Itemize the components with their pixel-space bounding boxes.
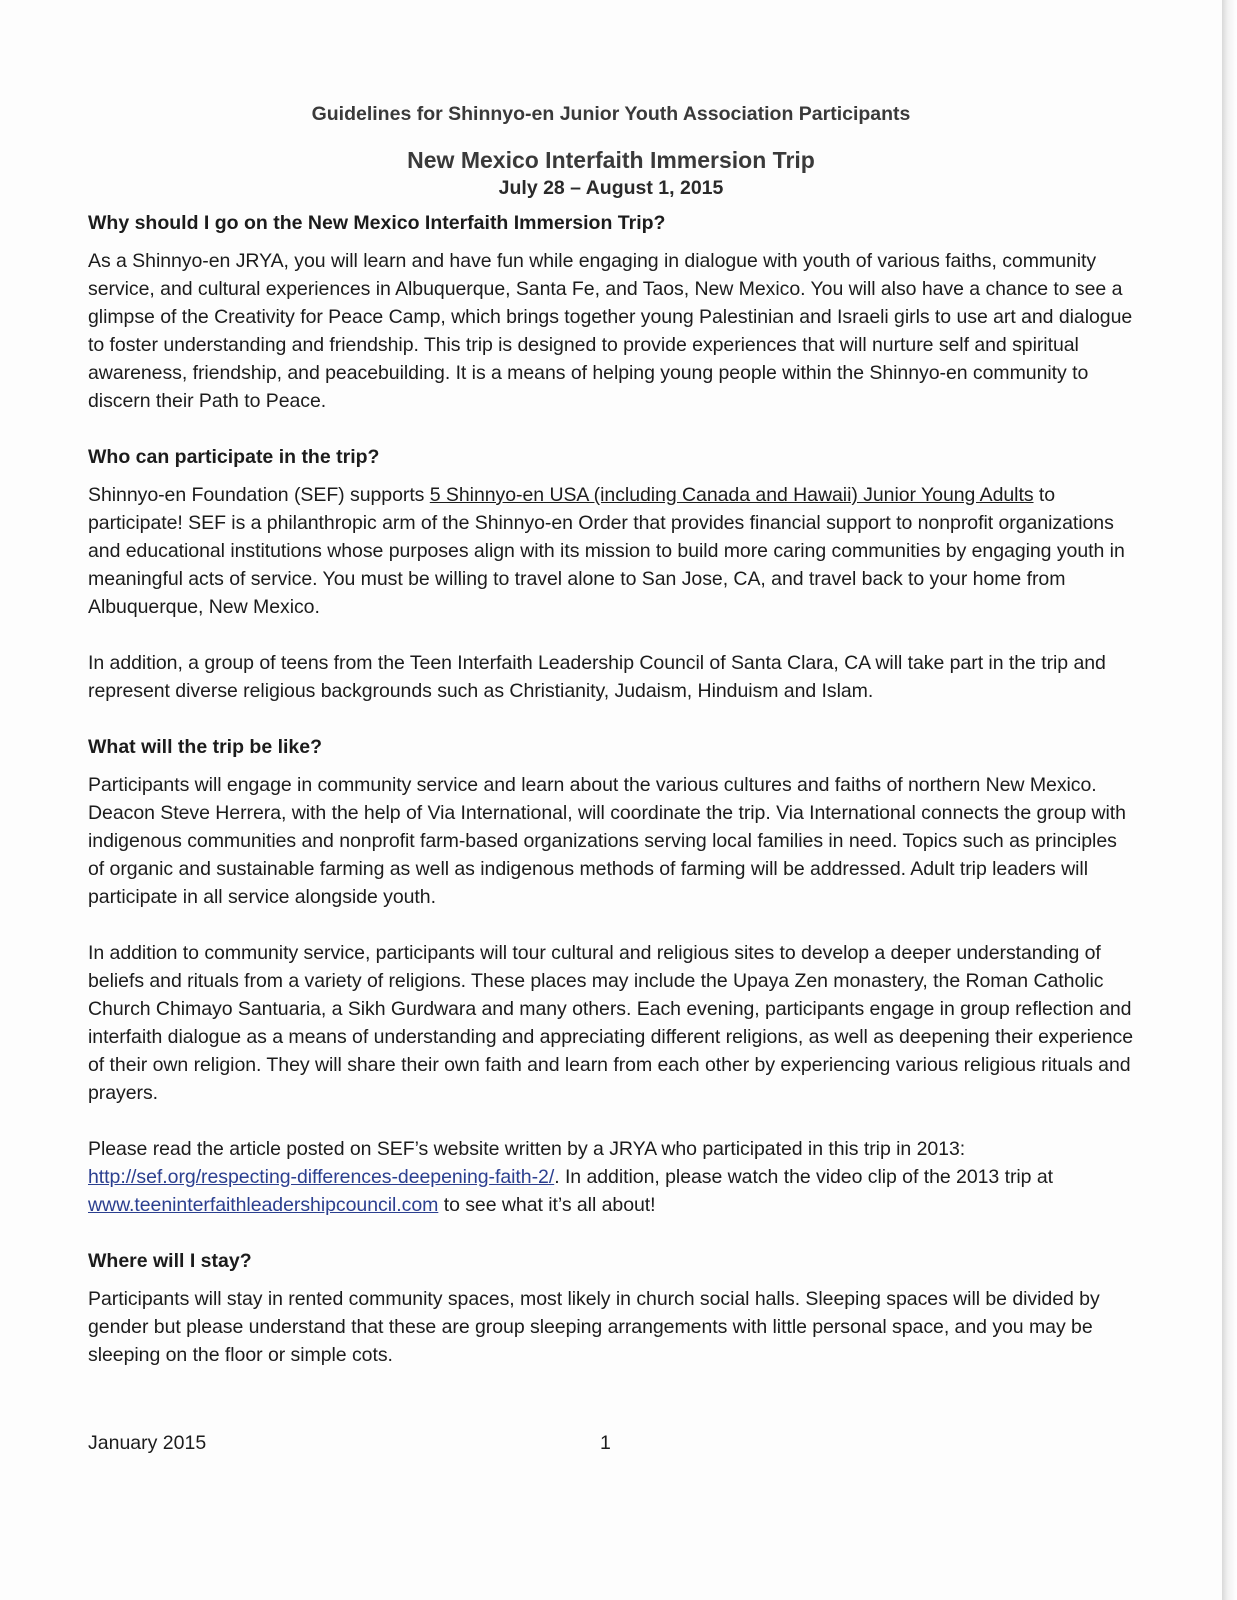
participant-count-emphasis: 5 Shinnyo-en USA (including Canada and Hawaii) Junior Young Adults [429, 484, 1034, 506]
section-what [88, 733, 1134, 1219]
who-text-start: Shinnyo-en Foundation (SEF) supports [88, 484, 430, 506]
section-why [88, 209, 1134, 415]
document-content [88, 103, 1134, 1369]
page-edge-shadow [1222, 0, 1237, 1600]
section-what-paragraph-1: Participants will engage in community service and learn about the various cultures and faiths of northern New Mexico. Deacon Steve Herrera, with the help of Via International, will coordinate the trip. Via International connects the group with indigenous communities and nonprofit farm-based organizations serving local families in need. Topics such as principles of organic and sustainable farming as well as indigenous methods of farming will be addressed. Adult trip leaders will participate in all service alongside youth. [88, 774, 1126, 908]
closing-text: to see what it’s all about! [438, 1194, 656, 1216]
trip-dates: July 28 – August 1, 2015 [498, 177, 724, 199]
article-intro-text: Please read the article posted on SEF’s website written by a JRYA who participated in this trip in 2013: [88, 1138, 966, 1160]
section-who-heading: Who can participate in the trip? [88, 446, 380, 468]
section-what-heading: What will the trip be like? [88, 736, 323, 758]
page-number: 1 [600, 1432, 611, 1454]
who-text-end: to participate! SEF is a philanthropic arm of the Shinnyo-en Order that provides financial support to nonprofit organizations and educational institutions whose purposes align with its mission to build more caring communities by engaging youth in meaningful acts of service. You must be willing to travel alone to San Jose, CA, and travel back to your home from Albuquerque, New Mexico. [88, 484, 1125, 618]
video-intro-text: . In addition, please watch the video clip of the 2013 trip at [554, 1166, 1054, 1188]
section-who-paragraph-1 [88, 481, 1134, 621]
section-who-paragraph-2: In addition, a group of teens from the Teen Interfaith Leadership Council of Santa Clara, CA will take part in the trip and represent diverse religious backgrounds such as Christianity, Judaism, Hinduism and Islam. [88, 652, 1106, 702]
tilc-website-link[interactable]: www.teeninterfaithleadershipcouncil.com [88, 1194, 439, 1216]
section-where-heading: Where will I stay? [88, 1250, 252, 1272]
sef-article-link[interactable]: http://sef.org/respecting-differences-deepening-faith-2/ [88, 1166, 555, 1188]
organization-title: Guidelines for Shinnyo-en Junior Youth Association Participants [311, 103, 911, 125]
section-why-heading: Why should I go on the New Mexico Interfaith Immersion Trip? [88, 212, 666, 234]
section-what-paragraph-3 [88, 1135, 1134, 1219]
section-where-body: Participants will stay in rented community spaces, most likely in church social halls. Sleeping spaces will be divided by gender but please understand that these are group sleeping arrangements with little personal space, and you may be sleeping on the floor or simple cots. [88, 1288, 1100, 1366]
trip-title: New Mexico Interfaith Immersion Trip [407, 147, 815, 173]
footer-date: January 2015 [88, 1432, 207, 1454]
section-what-paragraph-2: In addition to community service, participants will tour cultural and religious sites to develop a deeper understanding of beliefs and rituals from a variety of religions. These places may include the Upaya Zen monastery, the Roman Catholic Church Chimayo Santuaria, a Sikh Gurdwara and many others. Each evening, participants engage in group reflection and interfaith dialogue as a means of understanding and appreciating different religions, as well as deepening their experience of their own religion. They will share their own faith and learn from each other by experiencing various religious rituals and prayers. [88, 942, 1134, 1104]
section-who [88, 443, 1134, 705]
section-where [88, 1247, 1134, 1369]
section-why-body: As a Shinnyo-en JRYA, you will learn and have fun while engaging in dialogue with youth of various faiths, community service, and cultural experiences in Albuquerque, Santa Fe, and Taos, New Mexico. You will also have a chance to see a glimpse of the Creativity for Peace Camp, which brings together young Palestinian and Israeli girls to use art and dialogue to foster understanding and friendship. This trip is designed to provide experiences that will nurture self and spiritual awareness, friendship, and peacebuilding. It is a means of helping young people within the Shinnyo-en community to discern their Path to Peace. [88, 250, 1133, 412]
